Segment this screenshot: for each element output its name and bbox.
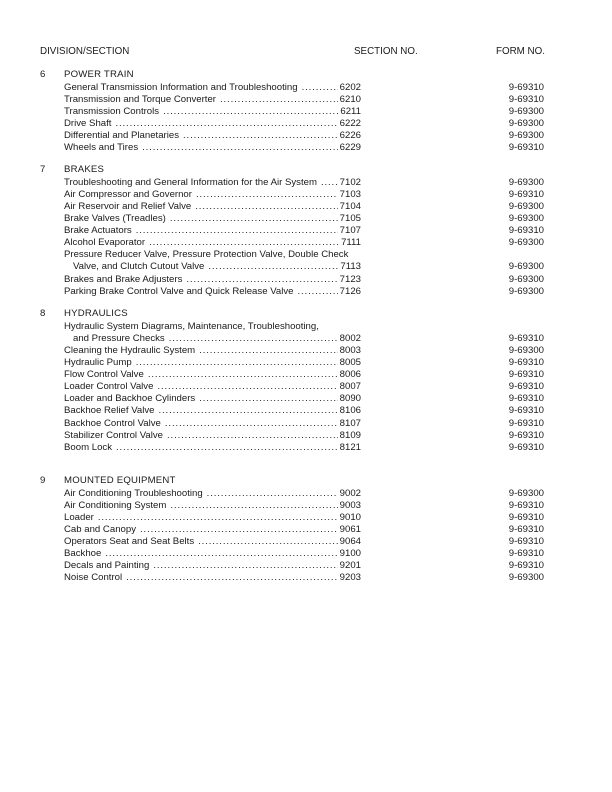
list-item — [64, 82, 544, 94]
entry-title: Air Conditioning System — [64, 499, 167, 511]
dot-leader — [157, 381, 337, 393]
form-number: 9-69310 — [508, 536, 544, 548]
list-item-line — [64, 249, 544, 261]
list-item — [64, 500, 544, 512]
form-number: 9-69300 — [508, 117, 544, 129]
form-number: 9-69300 — [508, 237, 544, 249]
list-item — [64, 274, 544, 286]
form-number: 9-69310 — [508, 511, 544, 523]
section-number: 7103 — [339, 188, 361, 200]
section-number: 9201 — [339, 560, 361, 572]
form-number: 9-69310 — [508, 81, 544, 93]
dot-leader — [183, 130, 338, 142]
list-item — [64, 213, 544, 225]
form-number: 9-69300 — [508, 273, 544, 285]
section-number: 8109 — [339, 429, 361, 441]
form-number: 9-69310 — [508, 393, 544, 405]
entry-title: Hydraulic System Diagrams, Maintenance, Troubleshooting, — [64, 320, 319, 332]
section-number: 8007 — [339, 381, 361, 393]
form-number: 9-69300 — [508, 572, 544, 584]
list-item — [64, 488, 544, 500]
form-number: 9-69300 — [508, 130, 544, 142]
list-item — [64, 106, 544, 118]
section-number: 9064 — [339, 536, 361, 548]
list-item — [64, 177, 544, 189]
header-division-section: DIVISION/SECTION — [40, 46, 130, 57]
list-item — [64, 512, 544, 524]
entry-title: Backhoe Relief Valve — [64, 405, 155, 417]
entry-title: Transmission Controls — [64, 105, 160, 117]
dot-leader — [198, 536, 338, 548]
section-number: 6211 — [340, 105, 361, 117]
dot-leader — [186, 274, 337, 286]
dot-leader — [105, 548, 337, 560]
entry-title: Loader — [64, 511, 94, 523]
division-entries — [64, 488, 544, 585]
list-item — [64, 381, 544, 393]
entry-title: Flow Control Valve — [64, 369, 144, 381]
section-number: 7104 — [339, 200, 361, 212]
entry-title: Cleaning the Hydraulic System — [64, 344, 196, 356]
list-item — [64, 201, 544, 213]
entry-title: Stabilizer Control Valve — [64, 429, 164, 441]
division-entries — [64, 177, 544, 298]
section-number: 9061 — [339, 523, 361, 535]
section-number: 6210 — [339, 93, 361, 105]
list-item — [64, 393, 544, 405]
section-number: 7113 — [340, 261, 361, 273]
form-number: 9-69300 — [508, 261, 544, 273]
dot-leader — [170, 500, 337, 512]
form-number: 9-69310 — [508, 499, 544, 511]
section-number: 7126 — [339, 285, 361, 297]
section-number: 8121 — [339, 441, 361, 453]
dot-leader — [136, 357, 338, 369]
division-title: MOUNTED EQUIPMENT — [64, 475, 176, 486]
list-item — [64, 369, 544, 381]
form-number: 9-69310 — [508, 356, 544, 368]
section-number: 8107 — [339, 417, 361, 429]
entry-title: Operators Seat and Seat Belts — [64, 536, 195, 548]
section-number: 6202 — [339, 81, 361, 93]
entry-title: Parking Brake Control Valve and Quick Release Valve — [64, 285, 294, 297]
form-number: 9-69310 — [508, 332, 544, 344]
list-item — [64, 333, 544, 345]
entry-title: Transmission and Torque Converter — [64, 93, 216, 105]
entry-title: Decals and Painting — [64, 560, 150, 572]
dot-leader — [140, 524, 338, 536]
list-item — [64, 572, 544, 584]
dot-leader — [126, 572, 338, 584]
form-number: 9-69310 — [508, 417, 544, 429]
form-number: 9-69300 — [508, 212, 544, 224]
division-entries — [64, 82, 544, 155]
form-number: 9-69300 — [508, 487, 544, 499]
entry-title: Cab and Canopy — [64, 523, 137, 535]
list-item — [64, 225, 544, 237]
division-number: 9 — [40, 475, 46, 486]
form-number: 9-69300 — [508, 285, 544, 297]
list-item — [64, 345, 544, 357]
list-item — [64, 524, 544, 536]
dot-leader — [116, 442, 338, 454]
section-number: 7111 — [341, 237, 361, 249]
dot-leader — [165, 418, 338, 430]
entry-title: Troubleshooting and General Information for the Air System — [64, 176, 317, 188]
entry-title: Boom Lock — [64, 441, 112, 453]
dot-leader — [199, 345, 337, 357]
entry-title: Alcohol Evaporator — [64, 237, 146, 249]
list-item — [64, 548, 544, 560]
dot-leader — [195, 201, 337, 213]
entry-title: Air Conditioning Troubleshooting — [64, 487, 203, 499]
dot-leader — [158, 405, 337, 417]
section-number: 9203 — [339, 572, 361, 584]
form-number: 9-69310 — [508, 381, 544, 393]
entry-title: Pressure Reducer Valve, Pressure Protection Valve, Double Check — [64, 249, 349, 261]
section-number: 9003 — [339, 499, 361, 511]
dot-leader — [149, 237, 339, 249]
division-number: 7 — [40, 164, 46, 175]
division-number: 8 — [40, 308, 46, 319]
entry-title: Backhoe Control Valve — [64, 417, 161, 429]
header-form-no: FORM NO. — [496, 46, 545, 57]
division-number: 6 — [40, 69, 46, 80]
section-number: 9100 — [339, 548, 361, 560]
list-item — [64, 237, 544, 249]
entry-title: Loader Control Valve — [64, 381, 154, 393]
entry-title: Wheels and Tires — [64, 142, 139, 154]
dot-leader — [167, 430, 338, 442]
list-item — [64, 130, 544, 142]
division-entries — [64, 321, 544, 455]
list-item — [64, 536, 544, 548]
entry-title: General Transmission Information and Troubleshooting — [64, 81, 298, 93]
list-item — [64, 261, 544, 273]
dot-leader — [98, 512, 338, 524]
section-number: 8006 — [339, 369, 361, 381]
section-number: 7102 — [339, 176, 361, 188]
dot-leader — [207, 488, 338, 500]
section-number: 6226 — [339, 130, 361, 142]
form-number: 9-69310 — [508, 429, 544, 441]
section-number: 8106 — [339, 405, 361, 417]
list-item — [64, 286, 544, 298]
form-number: 9-69300 — [508, 200, 544, 212]
form-number: 9-69300 — [508, 105, 544, 117]
dot-leader — [220, 94, 338, 106]
section-number: 8090 — [339, 393, 361, 405]
entry-title: Hydraulic Pump — [64, 356, 132, 368]
section-number: 9002 — [339, 487, 361, 499]
section-number: 6229 — [339, 142, 361, 154]
dot-leader — [170, 213, 338, 225]
dot-leader — [115, 118, 337, 130]
form-number: 9-69310 — [508, 548, 544, 560]
section-number: 6222 — [339, 117, 361, 129]
list-item — [64, 560, 544, 572]
form-number: 9-69310 — [508, 405, 544, 417]
section-number: 9010 — [339, 511, 361, 523]
entry-title: Differential and Planetaries — [64, 130, 180, 142]
form-number: 9-69310 — [508, 369, 544, 381]
entry-title-continuation: and Pressure Checks — [73, 332, 165, 344]
list-item — [64, 189, 544, 201]
dot-leader — [153, 560, 337, 572]
entry-title: Noise Control — [64, 572, 123, 584]
entry-title: Air Reservoir and Relief Valve — [64, 200, 192, 212]
list-item — [64, 442, 544, 454]
dot-leader — [142, 142, 338, 154]
list-item — [64, 142, 544, 154]
division-title: POWER TRAIN — [64, 69, 134, 80]
division-title: HYDRAULICS — [64, 308, 128, 319]
dot-leader — [169, 333, 338, 345]
dot-leader — [302, 82, 338, 94]
entry-title-continuation: Valve, and Clutch Cutout Valve — [73, 261, 205, 273]
entry-title: Backhoe — [64, 548, 102, 560]
form-number: 9-69310 — [508, 93, 544, 105]
entry-title: Brake Actuators — [64, 225, 132, 237]
list-item — [64, 405, 544, 417]
entry-title: Loader and Backhoe Cylinders — [64, 393, 196, 405]
list-item — [64, 94, 544, 106]
entry-title: Brakes and Brake Adjusters — [64, 273, 183, 285]
entry-title: Drive Shaft — [64, 117, 112, 129]
dot-leader — [321, 177, 338, 189]
section-number: 7105 — [339, 212, 361, 224]
section-number: 7123 — [339, 273, 361, 285]
dot-leader — [196, 189, 338, 201]
header-section-no: SECTION NO. — [354, 46, 418, 57]
dot-leader — [199, 393, 337, 405]
form-number: 9-69310 — [508, 188, 544, 200]
section-number: 8002 — [339, 332, 361, 344]
entry-title: Air Compressor and Governor — [64, 188, 192, 200]
form-number: 9-69300 — [508, 176, 544, 188]
section-number: 8003 — [339, 344, 361, 356]
list-item — [64, 430, 544, 442]
entry-title: Brake Valves (Treadles) — [64, 212, 166, 224]
form-number: 9-69310 — [508, 142, 544, 154]
form-number: 9-69310 — [508, 441, 544, 453]
form-number: 9-69310 — [508, 523, 544, 535]
dot-leader — [148, 369, 338, 381]
section-number: 8005 — [339, 356, 361, 368]
form-number: 9-69300 — [508, 344, 544, 356]
dot-leader — [208, 261, 338, 273]
list-item-line — [64, 321, 544, 333]
dot-leader — [297, 286, 337, 298]
list-item — [64, 118, 544, 130]
section-number: 7107 — [339, 225, 361, 237]
form-number: 9-69310 — [508, 560, 544, 572]
list-item — [64, 418, 544, 430]
form-number: 9-69310 — [508, 225, 544, 237]
division-title: BRAKES — [64, 164, 105, 175]
list-item — [64, 357, 544, 369]
dot-leader — [163, 106, 338, 118]
dot-leader — [136, 225, 338, 237]
